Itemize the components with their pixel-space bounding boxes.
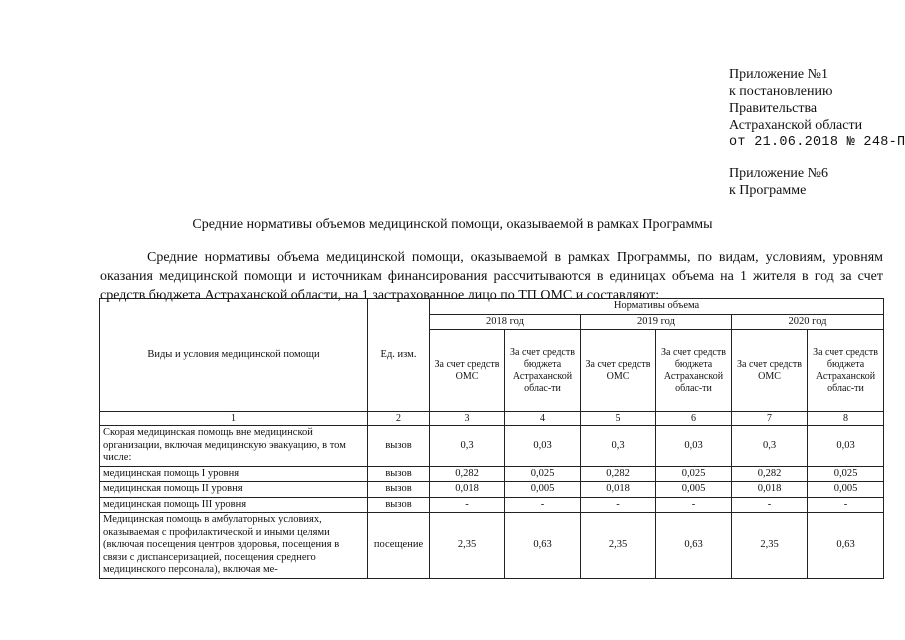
row-value: 0,63: [808, 513, 884, 579]
table-row: [100, 482, 884, 498]
row-value: 0,018: [581, 482, 656, 498]
header-year: 2020 год: [732, 314, 884, 330]
row-value: -: [581, 497, 656, 513]
table-row: [100, 497, 884, 513]
column-number: 1: [100, 412, 368, 426]
row-value: 2,35: [430, 513, 505, 579]
header-oms: За счет средств ОМС: [430, 330, 505, 412]
row-unit: посещение: [368, 513, 430, 579]
appendix-1-date: от 21.06.2018 № 248-П: [729, 135, 905, 150]
header-oms: За счет средств ОМС: [581, 330, 656, 412]
header-budget: За счет средств бюджета Астраханской облас-ти: [656, 330, 732, 412]
row-value: 0,018: [732, 482, 808, 498]
appendix-1-line: к постановлению: [729, 84, 833, 99]
row-unit: вызов: [368, 426, 430, 467]
appendix-1-block: [729, 66, 905, 151]
row-value: 0,03: [505, 426, 581, 467]
appendix-1-line: Приложение №1: [729, 67, 828, 82]
row-value: 2,35: [732, 513, 808, 579]
row-name: Медицинская помощь в амбулаторных условиях, оказываемая с профилактической и иными целями (включая посещения центров здоровья, посещения в связи с диспансеризацией, посещения среднего медицинского персонала), включая ме-: [100, 513, 368, 579]
row-value: 0,63: [656, 513, 732, 579]
table-row: [100, 513, 884, 579]
row-value: 0,025: [808, 466, 884, 482]
column-number: 2: [368, 412, 430, 426]
row-value: 0,282: [430, 466, 505, 482]
appendix-6-line: Приложение №6: [729, 166, 828, 181]
row-name: медицинская помощь I уровня: [100, 466, 368, 482]
header-type: Виды и условия медицинской помощи: [100, 299, 368, 412]
header-group: Нормативы объема: [430, 299, 884, 315]
column-number: 5: [581, 412, 656, 426]
row-value: -: [732, 497, 808, 513]
row-value: 0,3: [430, 426, 505, 467]
header-budget: За счет средств бюджета Астраханской облас-ти: [505, 330, 581, 412]
appendix-6-block: [729, 165, 828, 199]
appendix-1-line: Правительства: [729, 101, 818, 116]
row-value: 0,282: [581, 466, 656, 482]
table-row: [100, 466, 884, 482]
row-value: 0,018: [430, 482, 505, 498]
header-year: 2019 год: [581, 314, 732, 330]
row-name: медицинская помощь III уровня: [100, 497, 368, 513]
row-value: -: [808, 497, 884, 513]
column-number: 7: [732, 412, 808, 426]
intro-text: Средние нормативы объема медицинской помощи, оказываемой в рамках Программы, по видам, условиям, уровням оказания медицинской помощи и источникам финансирования рассчитываются в единицах объема на 1 жителя в год за счет средств бюджета Астраханской области, на 1 застрахованное лицо по ТП ОМС и составляют:: [100, 250, 883, 303]
row-name: медицинская помощь II уровня: [100, 482, 368, 498]
row-value: 0,03: [808, 426, 884, 467]
column-number: 4: [505, 412, 581, 426]
header-unit: Ед. изм.: [368, 299, 430, 412]
row-value: 0,005: [505, 482, 581, 498]
row-unit: вызов: [368, 482, 430, 498]
column-number: 6: [656, 412, 732, 426]
row-value: 2,35: [581, 513, 656, 579]
row-value: 0,3: [581, 426, 656, 467]
row-value: 0,03: [656, 426, 732, 467]
row-value: -: [430, 497, 505, 513]
row-value: 0,63: [505, 513, 581, 579]
row-value: 0,025: [505, 466, 581, 482]
row-value: 0,282: [732, 466, 808, 482]
row-value: 0,3: [732, 426, 808, 467]
row-value: 0,005: [656, 482, 732, 498]
header-year: 2018 год: [430, 314, 581, 330]
header-oms: За счет средств ОМС: [732, 330, 808, 412]
row-value: -: [505, 497, 581, 513]
column-number: 3: [430, 412, 505, 426]
appendix-1-line: Астраханской области: [729, 118, 863, 133]
row-name: Скорая медицинская помощь вне медицинской организации, включая медицинскую эвакуацию, в том числе:: [100, 426, 368, 467]
header-budget: За счет средств бюджета Астраханской облас-ти: [808, 330, 884, 412]
appendix-6-line: к Программе: [729, 183, 807, 198]
intro-paragraph: [100, 248, 883, 305]
row-value: -: [656, 497, 732, 513]
document-title: Средние нормативы объемов медицинской помощи, оказываемой в рамках Программы: [192, 217, 713, 232]
row-unit: вызов: [368, 466, 430, 482]
row-unit: вызов: [368, 497, 430, 513]
row-value: 0,005: [808, 482, 884, 498]
table-row: [100, 426, 884, 467]
column-number: 8: [808, 412, 884, 426]
row-value: 0,025: [656, 466, 732, 482]
norms-table: [99, 298, 884, 579]
